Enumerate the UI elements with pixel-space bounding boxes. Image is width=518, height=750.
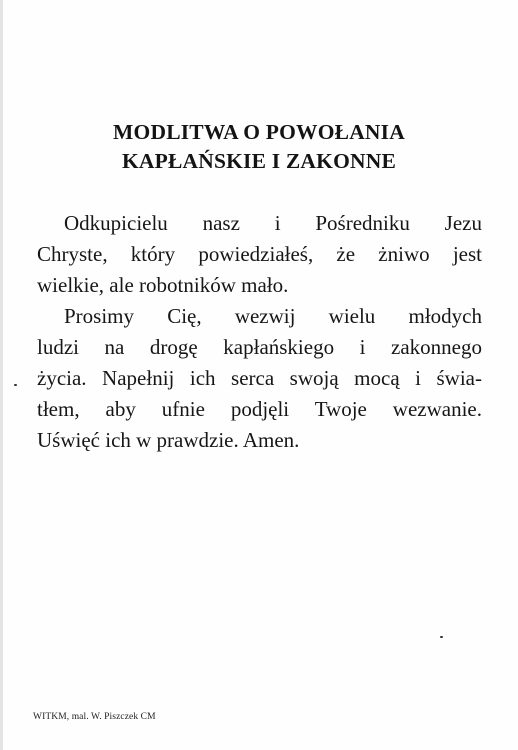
paragraph-2-line-4: tłem, aby ufnie podjęli Twoje wezwanie. xyxy=(37,397,482,421)
title-line-1: MODLITWA O POWOŁANIA xyxy=(113,120,405,144)
prayer-paragraph-2 xyxy=(37,301,482,456)
prayer-body xyxy=(37,208,482,456)
prayer-title xyxy=(0,118,518,176)
print-speck xyxy=(440,636,443,638)
paragraph-1-line-1: Odkupicielu nasz i Pośredniku Jezu xyxy=(64,211,482,235)
paragraph-1-line-3: wielkie, ale robotników mało. xyxy=(37,273,289,297)
page-edge xyxy=(0,0,3,750)
prayer-paragraph-1 xyxy=(37,208,482,301)
paragraph-2-line-1: Prosimy Cię, wezwij wielu młodych xyxy=(64,304,482,328)
print-speck xyxy=(14,384,17,386)
title-line-2: KAPŁAŃSKIE I ZAKONNE xyxy=(122,149,396,173)
paragraph-2-line-2: ludzi na drogę kapłańskiego i zakonnego xyxy=(37,335,482,359)
paragraph-2-line-3: życia. Napełnij ich serca swoją mocą i świa- xyxy=(37,366,482,390)
paragraph-1-line-2: Chryste, który powiedziałeś, że żniwo jest xyxy=(37,242,482,266)
artist-credit: WITKM, mal. W. Piszczek CM xyxy=(33,712,156,722)
paragraph-2-line-5: Uświęć ich w prawdzie. Amen. xyxy=(37,428,300,452)
